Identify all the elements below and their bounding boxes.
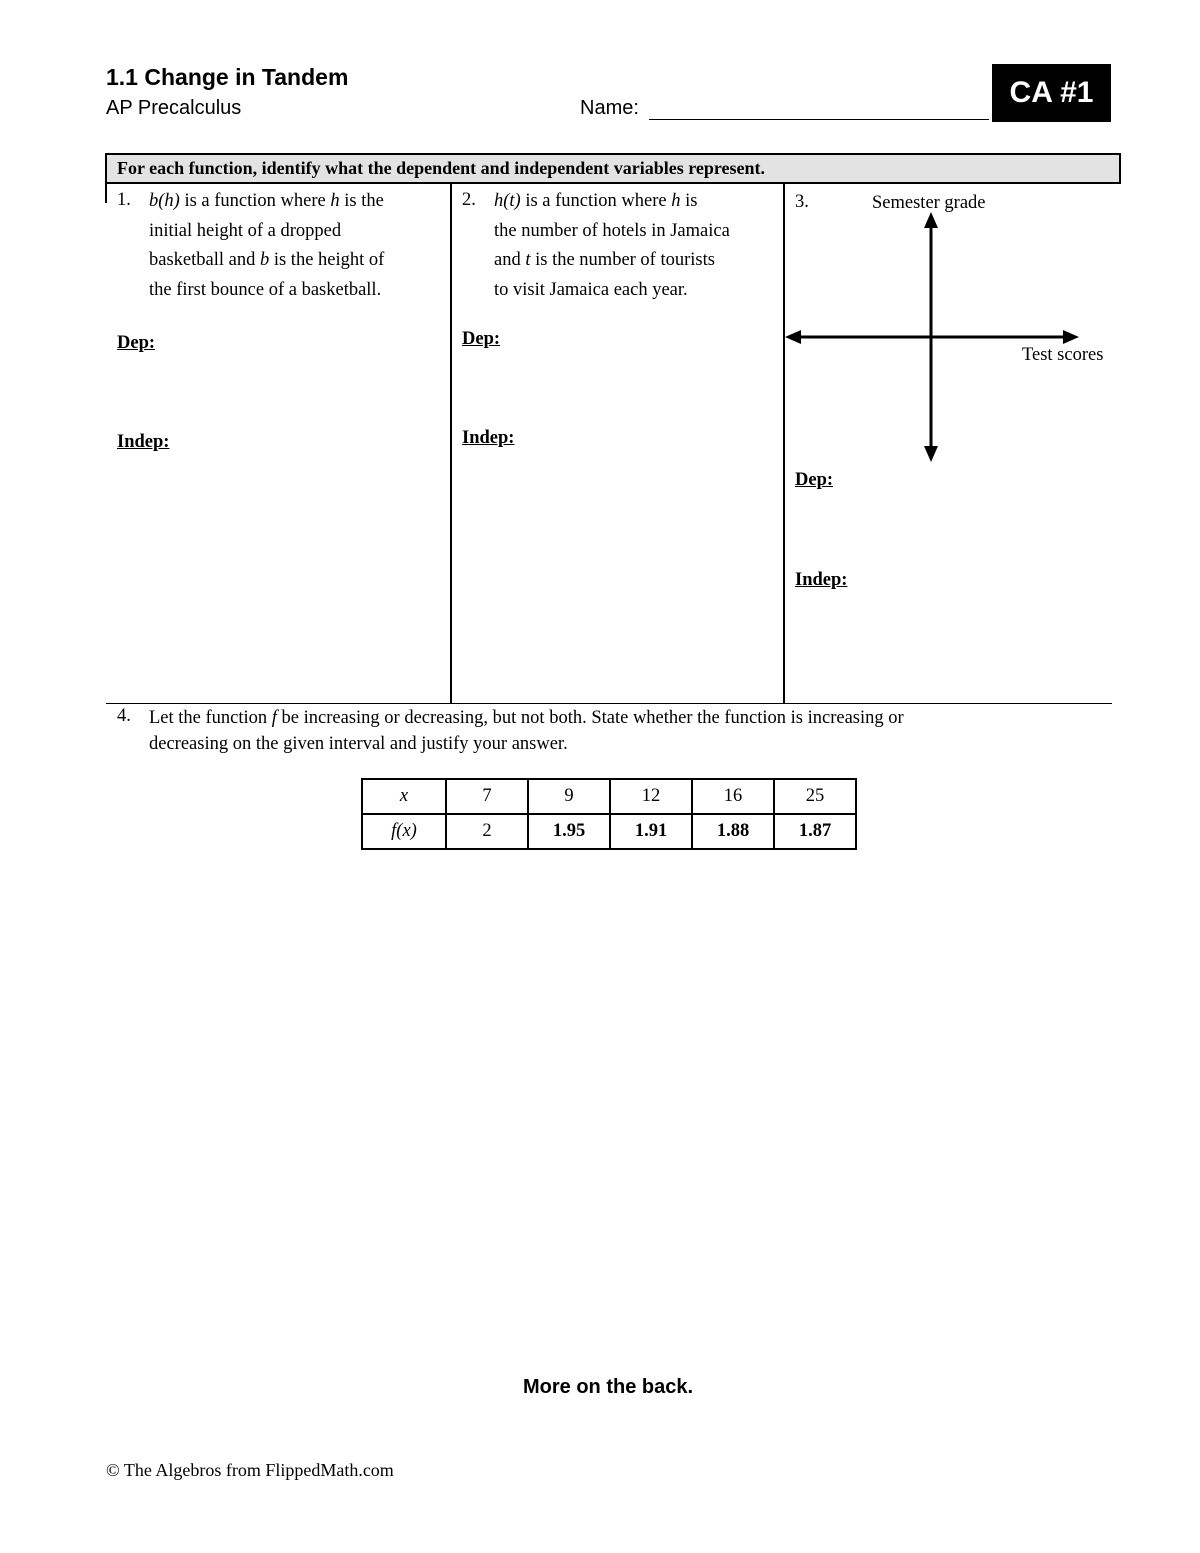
problem-1-dep-label: Dep: [117, 333, 156, 353]
table-cell: 1.87 [774, 814, 856, 849]
problem-4-number: 4. [117, 706, 131, 726]
table-cell: 1.95 [528, 814, 610, 849]
problem-1-text: b(h) is a function where h is the initial height of a dropped basketball and b is the height of the first bounce of a basketball. [149, 191, 385, 300]
problem-2-number: 2. [462, 190, 476, 210]
table-header-x: x [362, 779, 446, 814]
table-cell: 2 [446, 814, 528, 849]
grid-bottom-line [106, 703, 1112, 704]
table-cell: 7 [446, 779, 528, 814]
name-blank-line[interactable] [649, 119, 989, 120]
table-cell: 1.91 [610, 814, 692, 849]
table-cell: 25 [774, 779, 856, 814]
table-header-fx: f(x) [362, 814, 446, 849]
more-on-back-note: More on the back. [522, 1376, 694, 1398]
table-cell: 9 [528, 779, 610, 814]
problem-2-text: h(t) is a function where h is the number of hotels in Jamaica and t is the number of tourists to visit Jamaica each year. [494, 191, 730, 300]
course-name: AP Precalculus [106, 97, 242, 119]
instruction-bar: For each function, identify what the dependent and independent variables represent. [105, 153, 1121, 184]
table-cell: 16 [692, 779, 774, 814]
problem-2-indep-label: Indep: [462, 428, 515, 448]
problem-1-indep-label: Indep: [117, 432, 170, 452]
table-cell: 1.88 [692, 814, 774, 849]
page-title: 1.1 Change in Tandem [106, 64, 349, 90]
grid-divider-1 [450, 182, 452, 703]
name-label: Name: [580, 97, 639, 119]
problem-4-text: Let the function f be increasing or decreasing, but not both. State whether the function is increasing or decreasing on the given interval and justify your answer. [149, 708, 904, 754]
problem-2-dep-label: Dep: [462, 329, 501, 349]
table-cell: 12 [610, 779, 692, 814]
copyright-footer: © The Algebros from FlippedMath.com [106, 1460, 394, 1480]
problem-3-axes [783, 208, 1083, 468]
problem-1-number: 1. [117, 190, 131, 210]
problem-3-indep-label: Indep: [795, 570, 848, 590]
problem-1-function: b(h) [149, 191, 180, 211]
grid-left-stub [105, 182, 107, 203]
problem-2-function: h(t) [494, 191, 521, 211]
table-row-x [362, 779, 856, 814]
x-axis-label: Test scores [1022, 345, 1104, 365]
assignment-badge: CA #1 [992, 64, 1111, 122]
y-axis-label: Semester grade [872, 193, 986, 213]
problem-3-number: 3. [795, 192, 809, 212]
function-value-table [361, 778, 857, 850]
problem-3-dep-label: Dep: [795, 470, 834, 490]
table-row-fx [362, 814, 856, 849]
